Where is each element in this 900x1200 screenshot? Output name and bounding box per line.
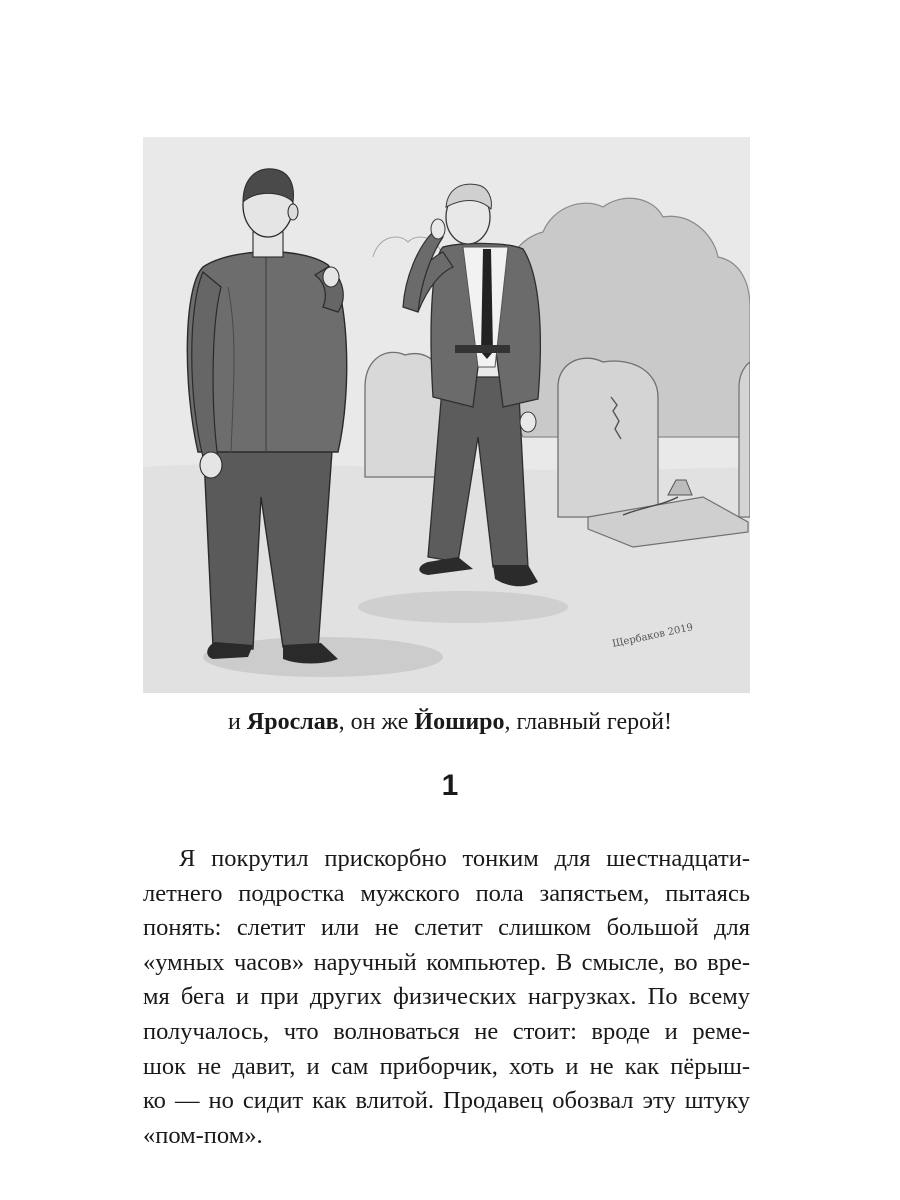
caption-prefix: и [228, 709, 247, 735]
artist-signature: Щербаков 2019 [611, 622, 695, 650]
gravestone-right [558, 358, 658, 517]
caption-name-yoshiro: Йоширо [414, 709, 505, 735]
illustration-caption [0, 704, 900, 740]
gravestone-edge [739, 362, 750, 517]
body-line: ко — но сидит как влитой. Продавец обозвал эту штуку [143, 1087, 750, 1115]
shadow-right-man [358, 591, 568, 623]
caption-suffix: , главный герой! [504, 709, 672, 735]
chapter-number: 1 [441, 769, 459, 802]
body-line: «умных часов» наручный компьютер. В смысле, во вре- [143, 948, 750, 976]
body-line: «пом-пом». [143, 1121, 263, 1149]
caption-name-yaroslav: Ярослав [246, 709, 339, 735]
body-line: шок не давит, и сам приборчик, хоть и не как пёрыш- [143, 1052, 750, 1080]
chapter-illustration [143, 137, 750, 693]
body-line: получалось, что волноваться не стоит: вроде и реме- [143, 1017, 750, 1045]
caption-middle: , он же [338, 709, 415, 735]
body-line: понять: слетит или не слетит слишком большой для [143, 914, 750, 942]
body-paragraph [143, 842, 750, 1153]
body-line: мя бега и при других физических нагрузках. По всему [143, 983, 750, 1011]
body-line: летнего подростка мужского пола запястьем, пытаясь [143, 879, 750, 907]
illustration-drawing [143, 137, 750, 693]
body-line: Я покрутил прискорбно тонким для шестнадцати- [179, 845, 750, 872]
